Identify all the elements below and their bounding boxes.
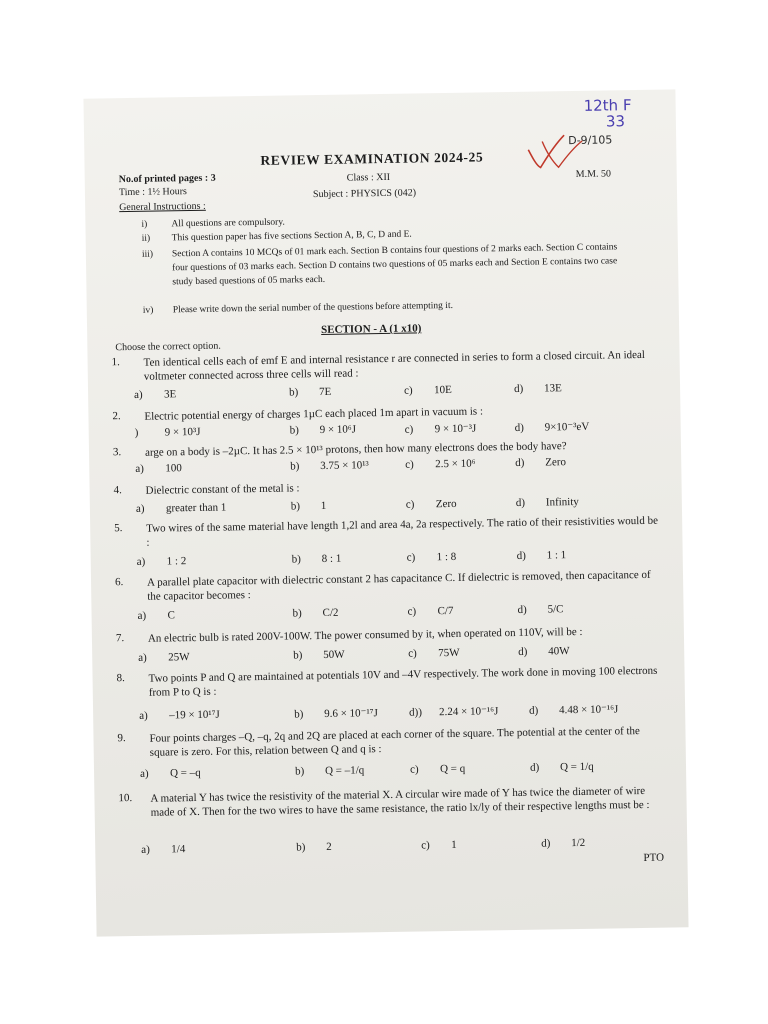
- option-letter: b): [294, 708, 304, 721]
- option-c: [407, 605, 453, 618]
- question-number: 10.: [118, 792, 133, 805]
- option-text: 10E: [433, 383, 452, 397]
- question-text: Two points P and Q are maintained at potentials 10V and –4V respectively. The work done in moving 100 electrons from P to Q is :: [148, 664, 658, 699]
- question-number: 3.: [112, 446, 122, 459]
- option-letter: b): [294, 765, 305, 778]
- question-number: 8.: [116, 672, 125, 685]
- option-letter: b): [290, 460, 300, 473]
- options-row: [138, 644, 658, 666]
- option-a: [136, 502, 227, 515]
- option-letter: a): [138, 651, 147, 664]
- option-text: 50W: [323, 648, 345, 662]
- option-text: 9 × 10³J: [164, 425, 201, 439]
- option-b: [292, 553, 342, 566]
- exam-paper: [83, 89, 688, 936]
- class-label: Class : XII: [346, 171, 391, 184]
- question-number: 4.: [113, 484, 122, 497]
- instruction-num: ii): [141, 233, 151, 244]
- option-text: 3.75 × 10¹³: [320, 459, 369, 473]
- option-text: 1: [320, 499, 327, 513]
- option-text: Zero: [545, 456, 567, 469]
- instruction-text: All questions are compulsory.: [171, 217, 285, 230]
- option-c: [405, 458, 475, 471]
- handwritten-tick-icon: [524, 131, 585, 172]
- option-c: [405, 422, 477, 436]
- option-text: Q = –q: [169, 766, 201, 780]
- option-text: 2.24 × 10⁻¹⁶J: [439, 705, 499, 719]
- option-letter: a): [141, 843, 150, 856]
- option-b: [289, 386, 331, 399]
- handwritten-code: D-9/105: [568, 133, 613, 148]
- option-d: [518, 645, 570, 658]
- option-letter: a): [136, 555, 146, 568]
- option-text: 13E: [543, 382, 562, 395]
- option-letter: b): [292, 607, 302, 620]
- option-b: [296, 841, 332, 854]
- option-text: 9 × 10⁶J: [319, 423, 357, 437]
- option-b: [292, 607, 338, 620]
- option-c: [404, 384, 452, 397]
- option-text: 25W: [168, 651, 190, 664]
- instruction-num: i): [141, 219, 148, 230]
- option-text: 9 × 10⁻³J: [434, 422, 477, 436]
- option-letter: d)): [409, 706, 423, 719]
- question-10: [118, 784, 666, 856]
- option-c: [407, 551, 457, 564]
- option-b: [291, 500, 327, 513]
- question-number: 2.: [112, 410, 121, 423]
- max-marks: M.M. 50: [575, 168, 612, 180]
- option-b: [290, 423, 357, 436]
- option-d: [515, 420, 590, 434]
- option-a: [140, 767, 201, 780]
- option-text: 9×10⁻³eV: [544, 420, 590, 434]
- option-text: 75W: [438, 646, 460, 660]
- instruction-num: iii): [141, 249, 154, 260]
- option-text: 3E: [164, 388, 177, 401]
- option-letter: c): [409, 763, 419, 776]
- question-4: [113, 476, 662, 515]
- option-text: 4.48 × 10⁻¹⁶J: [559, 703, 619, 717]
- option-text: Infinity: [545, 495, 579, 509]
- instruction-text: Please write down the serial number of the questions before attempting it.: [172, 300, 454, 316]
- exam-title: REVIEW EXAMINATION 2024-25: [260, 149, 484, 168]
- option-letter: c): [407, 605, 417, 618]
- option-a: [134, 388, 176, 401]
- option-letter: b): [296, 841, 306, 854]
- option-letter: c): [403, 384, 413, 397]
- question-text: Two wires of the same material have length 1,2l and area 4a, 2a respectively. The ratio of their resistivities would be :: [146, 514, 659, 549]
- question-text: Four points charges –Q, –q, 2q and 2Q are placed at each corner of the square. The potential at the center of the square is zero. For this, relation between Q and q is :: [149, 725, 641, 759]
- option-text: 2.5 × 10⁶: [435, 457, 476, 471]
- option-d: [530, 761, 594, 774]
- option-letter: c): [406, 551, 416, 564]
- option-text: 1 : 2: [166, 555, 187, 568]
- options-row: [139, 702, 659, 724]
- option-c: [421, 839, 457, 852]
- question-number: 9.: [117, 732, 126, 745]
- option-letter: d): [516, 549, 526, 562]
- option-letter: ): [134, 426, 139, 439]
- option-text: 1 : 8: [436, 550, 457, 564]
- question-2: [112, 402, 660, 439]
- option-letter: c): [405, 498, 415, 511]
- option-d: [529, 702, 618, 716]
- option-letter: a): [134, 388, 143, 401]
- option-letter: d): [514, 421, 524, 434]
- option-c: [406, 498, 457, 511]
- option-text: 8 : 1: [321, 552, 342, 566]
- option-letter: d): [529, 761, 540, 774]
- question-text: Electric potential energy of charges 1µC each placed 1m apart in vacuum is :: [144, 405, 484, 423]
- option-a: [139, 709, 220, 722]
- option-d: [517, 603, 563, 616]
- question-number: 5.: [114, 522, 123, 535]
- option-letter: d): [515, 496, 526, 509]
- pto-label: PTO: [643, 851, 665, 864]
- question-7: [115, 624, 664, 664]
- option-letter: b): [289, 424, 299, 437]
- option-c: [410, 763, 465, 776]
- option-text: –19 × 10¹⁷J: [169, 708, 220, 722]
- option-letter: d): [517, 603, 527, 616]
- option-letter: d): [515, 456, 525, 469]
- question-text: A material Y has twice the resistivity of the material X. A circular wire made of Y has twice the diameter of wire made of X. Then for the two wires to have the same resistance, the ratio lx/ly of their respective lengths must be :: [150, 784, 650, 819]
- instruction-text: Section A contains 10 MCQs of 01 mark each. Section B contains four questions of 2 marks each. Section C contains four questions of 03 marks each. Section D contains two questions of 05 marks each and Section E contains two case study based questions of 05 marks each.: [171, 242, 618, 288]
- instruction-3: [142, 240, 623, 290]
- option-text: C/2: [322, 606, 339, 620]
- option-a: [137, 609, 175, 622]
- question-text: Ten identical cells each of emf E and internal resistance r are connected in series to form a closed circuit. An ideal voltmeter connected across three cells will read :: [143, 348, 646, 383]
- handwritten-number: 33: [605, 112, 626, 131]
- option-d: [517, 549, 567, 562]
- option-letter: d): [513, 382, 524, 395]
- subject-label: Subject : PHYSICS (042): [312, 187, 417, 201]
- option-letter: c): [421, 839, 430, 852]
- option-letter: b): [290, 500, 301, 513]
- option-letter: a): [135, 502, 145, 515]
- option-d: [516, 496, 579, 509]
- option-letter: d): [518, 645, 528, 658]
- options-row: [137, 548, 657, 570]
- option-d: [515, 456, 566, 469]
- option-b: [295, 764, 364, 777]
- option-text: 1 : 1: [546, 549, 567, 562]
- question-9: [117, 724, 665, 780]
- option-text: 1/2: [571, 836, 586, 850]
- options-row: [141, 836, 661, 858]
- option-b: [290, 459, 369, 472]
- option-text: 1/4: [171, 843, 186, 856]
- option-letter: a): [137, 609, 147, 622]
- option-letter: b): [291, 553, 301, 566]
- instruction-text: This question paper has five sections Section A, B, C, D and E.: [171, 229, 412, 244]
- options-row: [137, 602, 657, 624]
- option-c: [408, 647, 460, 660]
- question-text: A parallel plate capacitor with dielectric constant 2 has capacitance C. If dielectric is removed, then capacitance of the capacitor becomes :: [146, 568, 651, 603]
- options-row: [136, 495, 656, 517]
- option-a: [141, 843, 185, 856]
- option-letter: a): [139, 767, 149, 780]
- option-a: [137, 555, 187, 568]
- option-letter: c): [405, 458, 414, 471]
- option-letter: d): [529, 704, 539, 717]
- option-letter: b): [289, 386, 299, 399]
- option-a: [135, 426, 201, 439]
- option-d: [541, 837, 585, 850]
- question-text: Dielectric constant of the metal is :: [145, 482, 300, 497]
- option-c: [409, 704, 498, 718]
- option-text: 100: [165, 462, 182, 475]
- option-text: 9.6 × 10⁻¹⁷J: [324, 707, 378, 720]
- option-a: [135, 462, 182, 475]
- question-text: arge on a body is –2µC. It has 2.5 × 10¹³ protons, then how many electrons does the body have?: [144, 440, 567, 459]
- option-text: Q = q: [439, 762, 466, 776]
- option-letter: a): [139, 709, 148, 722]
- instruction-4: [143, 296, 613, 317]
- question-number: 7.: [115, 632, 125, 645]
- option-b: [294, 706, 378, 720]
- option-a: [138, 651, 190, 664]
- option-text: Zero: [435, 497, 457, 511]
- option-text: 40W: [548, 645, 570, 658]
- instruction-num: iv): [142, 305, 154, 316]
- handwritten-class-note: 12th F: [583, 96, 632, 115]
- option-letter: b): [293, 649, 303, 662]
- options-row: [140, 760, 660, 782]
- question-number: 1.: [111, 356, 120, 369]
- option-text: 5/C: [547, 603, 564, 616]
- option-text: 7E: [318, 385, 332, 399]
- options-row: [134, 381, 654, 403]
- instructions-heading: General Instructions :: [119, 200, 206, 214]
- option-text: Q = 1/q: [559, 760, 594, 774]
- option-letter: d): [541, 837, 551, 850]
- option-text: Q = –1/q: [324, 764, 365, 777]
- option-b: [293, 649, 345, 662]
- choose-instruction: Choose the correct option.: [115, 340, 221, 354]
- option-letter: c): [408, 647, 417, 660]
- question-number: 6.: [114, 576, 124, 589]
- option-letter: a): [135, 462, 144, 475]
- option-text: 1: [451, 838, 457, 852]
- option-text: C/7: [437, 604, 454, 618]
- option-text: greater than 1: [165, 501, 227, 515]
- option-d: [514, 382, 562, 395]
- option-text: 2: [326, 840, 332, 853]
- question-text: An electric bulb is rated 200V-100W. The power consumed by it, when operated on 110V, will be :: [147, 625, 583, 645]
- time-label: Time : 1½ Hours: [118, 186, 187, 199]
- printed-pages: No.of printed pages : 3: [118, 172, 216, 186]
- section-title: SECTION - A (1 x10): [321, 322, 422, 336]
- option-text: C: [167, 609, 176, 622]
- option-letter: c): [404, 423, 414, 436]
